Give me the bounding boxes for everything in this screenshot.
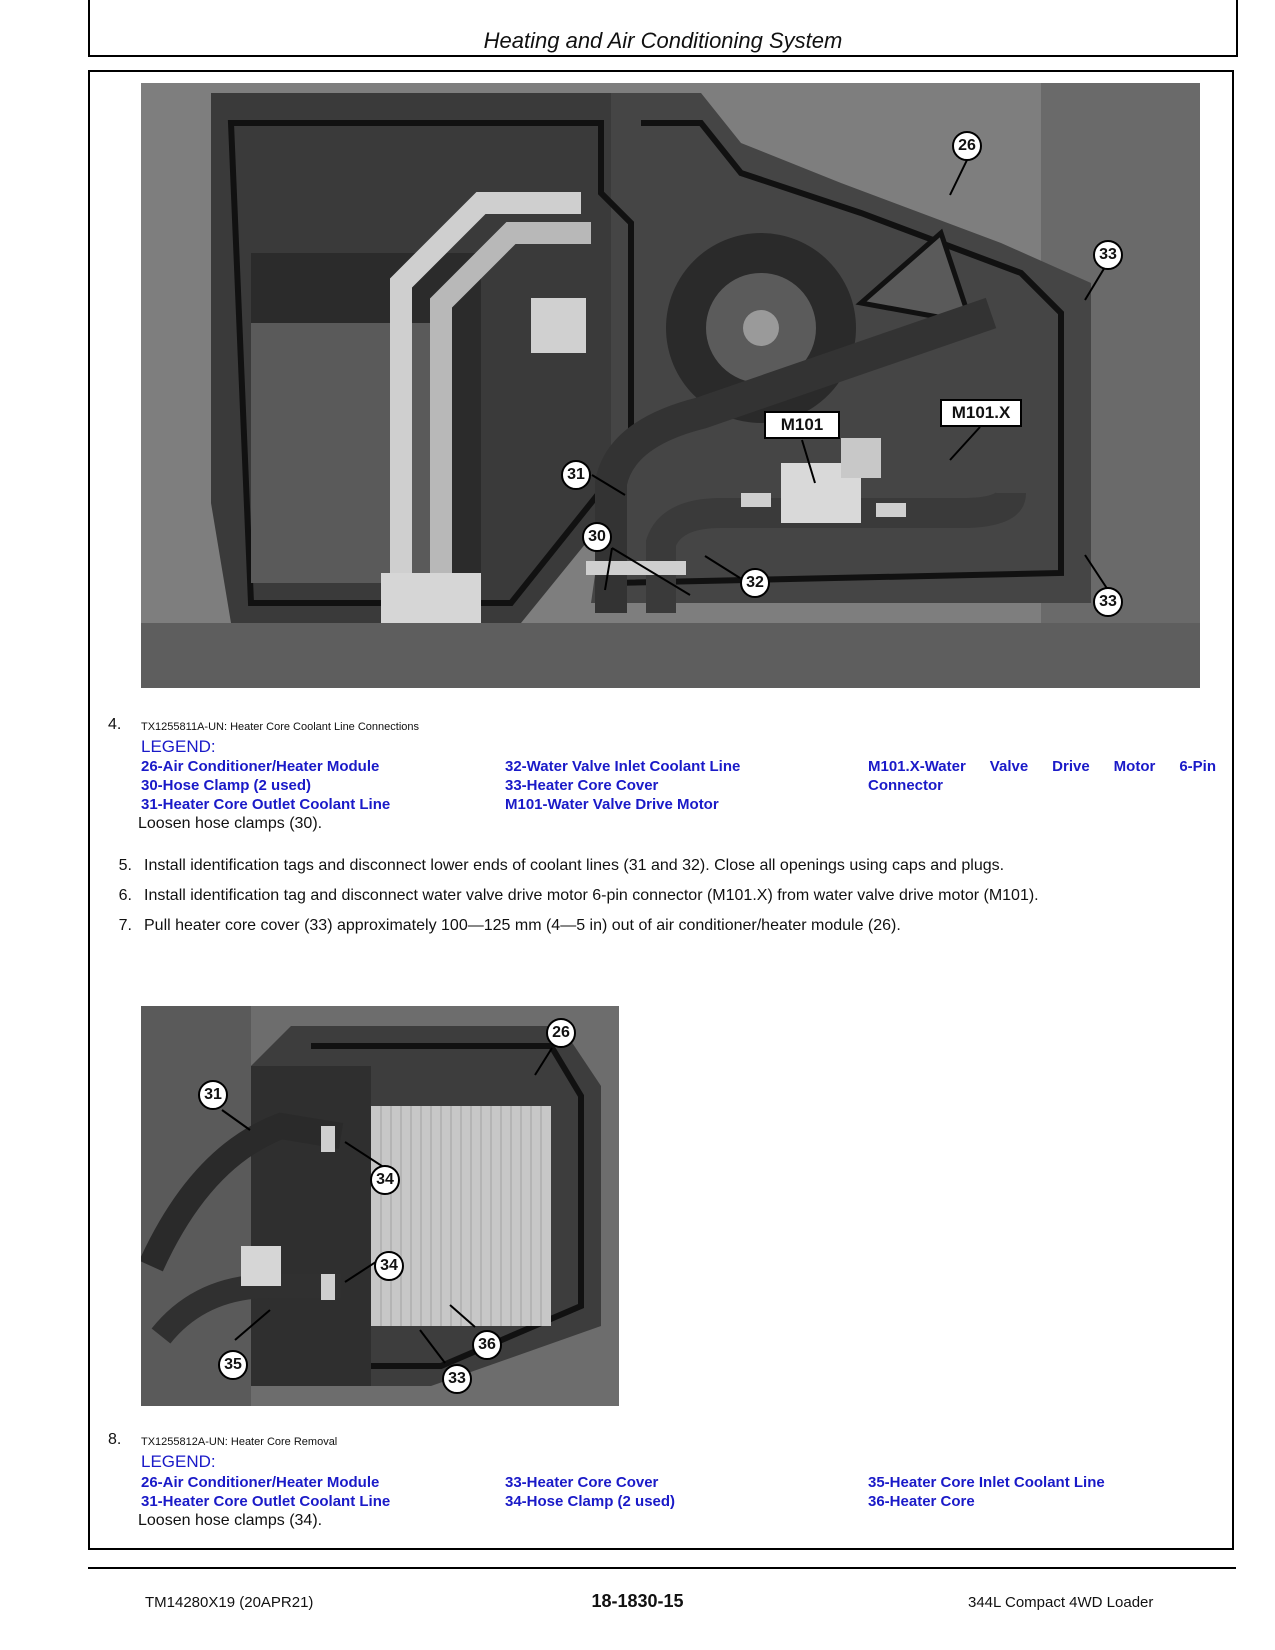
figure-1-legend-item: 33-Heater Core Cover xyxy=(505,777,659,794)
figure-1-instruction: Loosen hose clamps (30). xyxy=(138,815,323,832)
figure-1-callout-33a: 33 xyxy=(1093,240,1123,270)
figure-2-instruction: Loosen hose clamps (34). xyxy=(138,1512,323,1529)
figure-1-caption: TX1255811A-UN: Heater Core Coolant Line Connections xyxy=(141,721,420,733)
figure-1-legend-item: Connector xyxy=(868,777,943,794)
figure-1-callout-31: 31 xyxy=(561,460,591,490)
figure-2-callout-36: 36 xyxy=(472,1330,502,1360)
figure-1-callouts xyxy=(0,0,1275,700)
figure-1-callout-26: 26 xyxy=(952,131,982,161)
step-4-number: 4. xyxy=(108,716,122,733)
footer-doc-id: TM14280X19 (20APR21) xyxy=(145,1594,314,1611)
figure-1-legend-item: M101-Water Valve Drive Motor xyxy=(505,796,719,813)
figure-1-legend-item: 31-Heater Core Outlet Coolant Line xyxy=(141,796,391,813)
figure-1-legend-item: 26-Air Conditioner/Heater Module xyxy=(141,758,380,775)
step-5-number: 5. xyxy=(118,857,132,874)
step-7-text: Pull heater core cover (33) approximately 100—125 mm (4—5 in) out of air conditioner/heater module (26). xyxy=(144,917,901,934)
step-5-text: Install identification tags and disconnect lower ends of coolant lines (31 and 32). Close all openings using caps and plugs. xyxy=(144,857,1005,874)
figure-2-legend-item: 31-Heater Core Outlet Coolant Line xyxy=(141,1493,391,1510)
figure-2-callout-31: 31 xyxy=(198,1080,228,1110)
figure-2-callout-34b: 34 xyxy=(374,1251,404,1281)
figure-2-callouts xyxy=(0,1000,700,1420)
figure-2-legend-item: 33-Heater Core Cover xyxy=(505,1474,659,1491)
figure-2-callout-34a: 34 xyxy=(370,1165,400,1195)
step-6-text: Install identification tag and disconnect water valve drive motor 6-pin connector (M101.X) from water valve drive motor (M101). xyxy=(144,887,1039,904)
figure-1-callout-32: 32 xyxy=(740,568,770,598)
figure-2-legend-item: 36-Heater Core xyxy=(868,1493,975,1510)
step-6 xyxy=(100,887,1039,905)
figure-1-label-m101x: M101.X xyxy=(940,399,1022,427)
step-7-number: 7. xyxy=(118,917,132,934)
footer-page-number: 18-1830-15 xyxy=(591,1591,684,1611)
figure-2-caption: TX1255812A-UN: Heater Core Removal xyxy=(141,1436,338,1448)
figure-1-callout-30: 30 xyxy=(582,522,612,552)
figure-1-legend-item: 30-Hose Clamp (2 used) xyxy=(141,777,312,794)
footer-rule xyxy=(88,1567,1236,1569)
figure-2-callout-35: 35 xyxy=(218,1350,248,1380)
figure-1-label-m101: M101 xyxy=(764,411,840,439)
figure-2-legend-item: 35-Heater Core Inlet Coolant Line xyxy=(868,1474,1105,1491)
figure-2-callout-33: 33 xyxy=(442,1364,472,1394)
step-5 xyxy=(100,857,1004,875)
footer-model: 344L Compact 4WD Loader xyxy=(968,1594,1154,1611)
figure-2-legend-item: 34-Hose Clamp (2 used) xyxy=(505,1493,676,1510)
figure-2-legend-title: LEGEND: xyxy=(141,1452,216,1471)
figure-1-legend-item: M101.X-Water Valve Drive Motor 6-Pin xyxy=(868,758,1216,775)
figure-1-callout-33b: 33 xyxy=(1093,587,1123,617)
step-6-number: 6. xyxy=(118,887,132,904)
figure-1-legend-item: 32-Water Valve Inlet Coolant Line xyxy=(505,758,741,775)
figure-2-legend-item: 26-Air Conditioner/Heater Module xyxy=(141,1474,380,1491)
step-7 xyxy=(100,917,901,935)
figure-2-callout-26: 26 xyxy=(546,1018,576,1048)
figure-1-legend-title: LEGEND: xyxy=(141,737,216,756)
step-8-number: 8. xyxy=(108,1431,122,1448)
page-title: Heating and Air Conditioning System xyxy=(483,28,843,53)
